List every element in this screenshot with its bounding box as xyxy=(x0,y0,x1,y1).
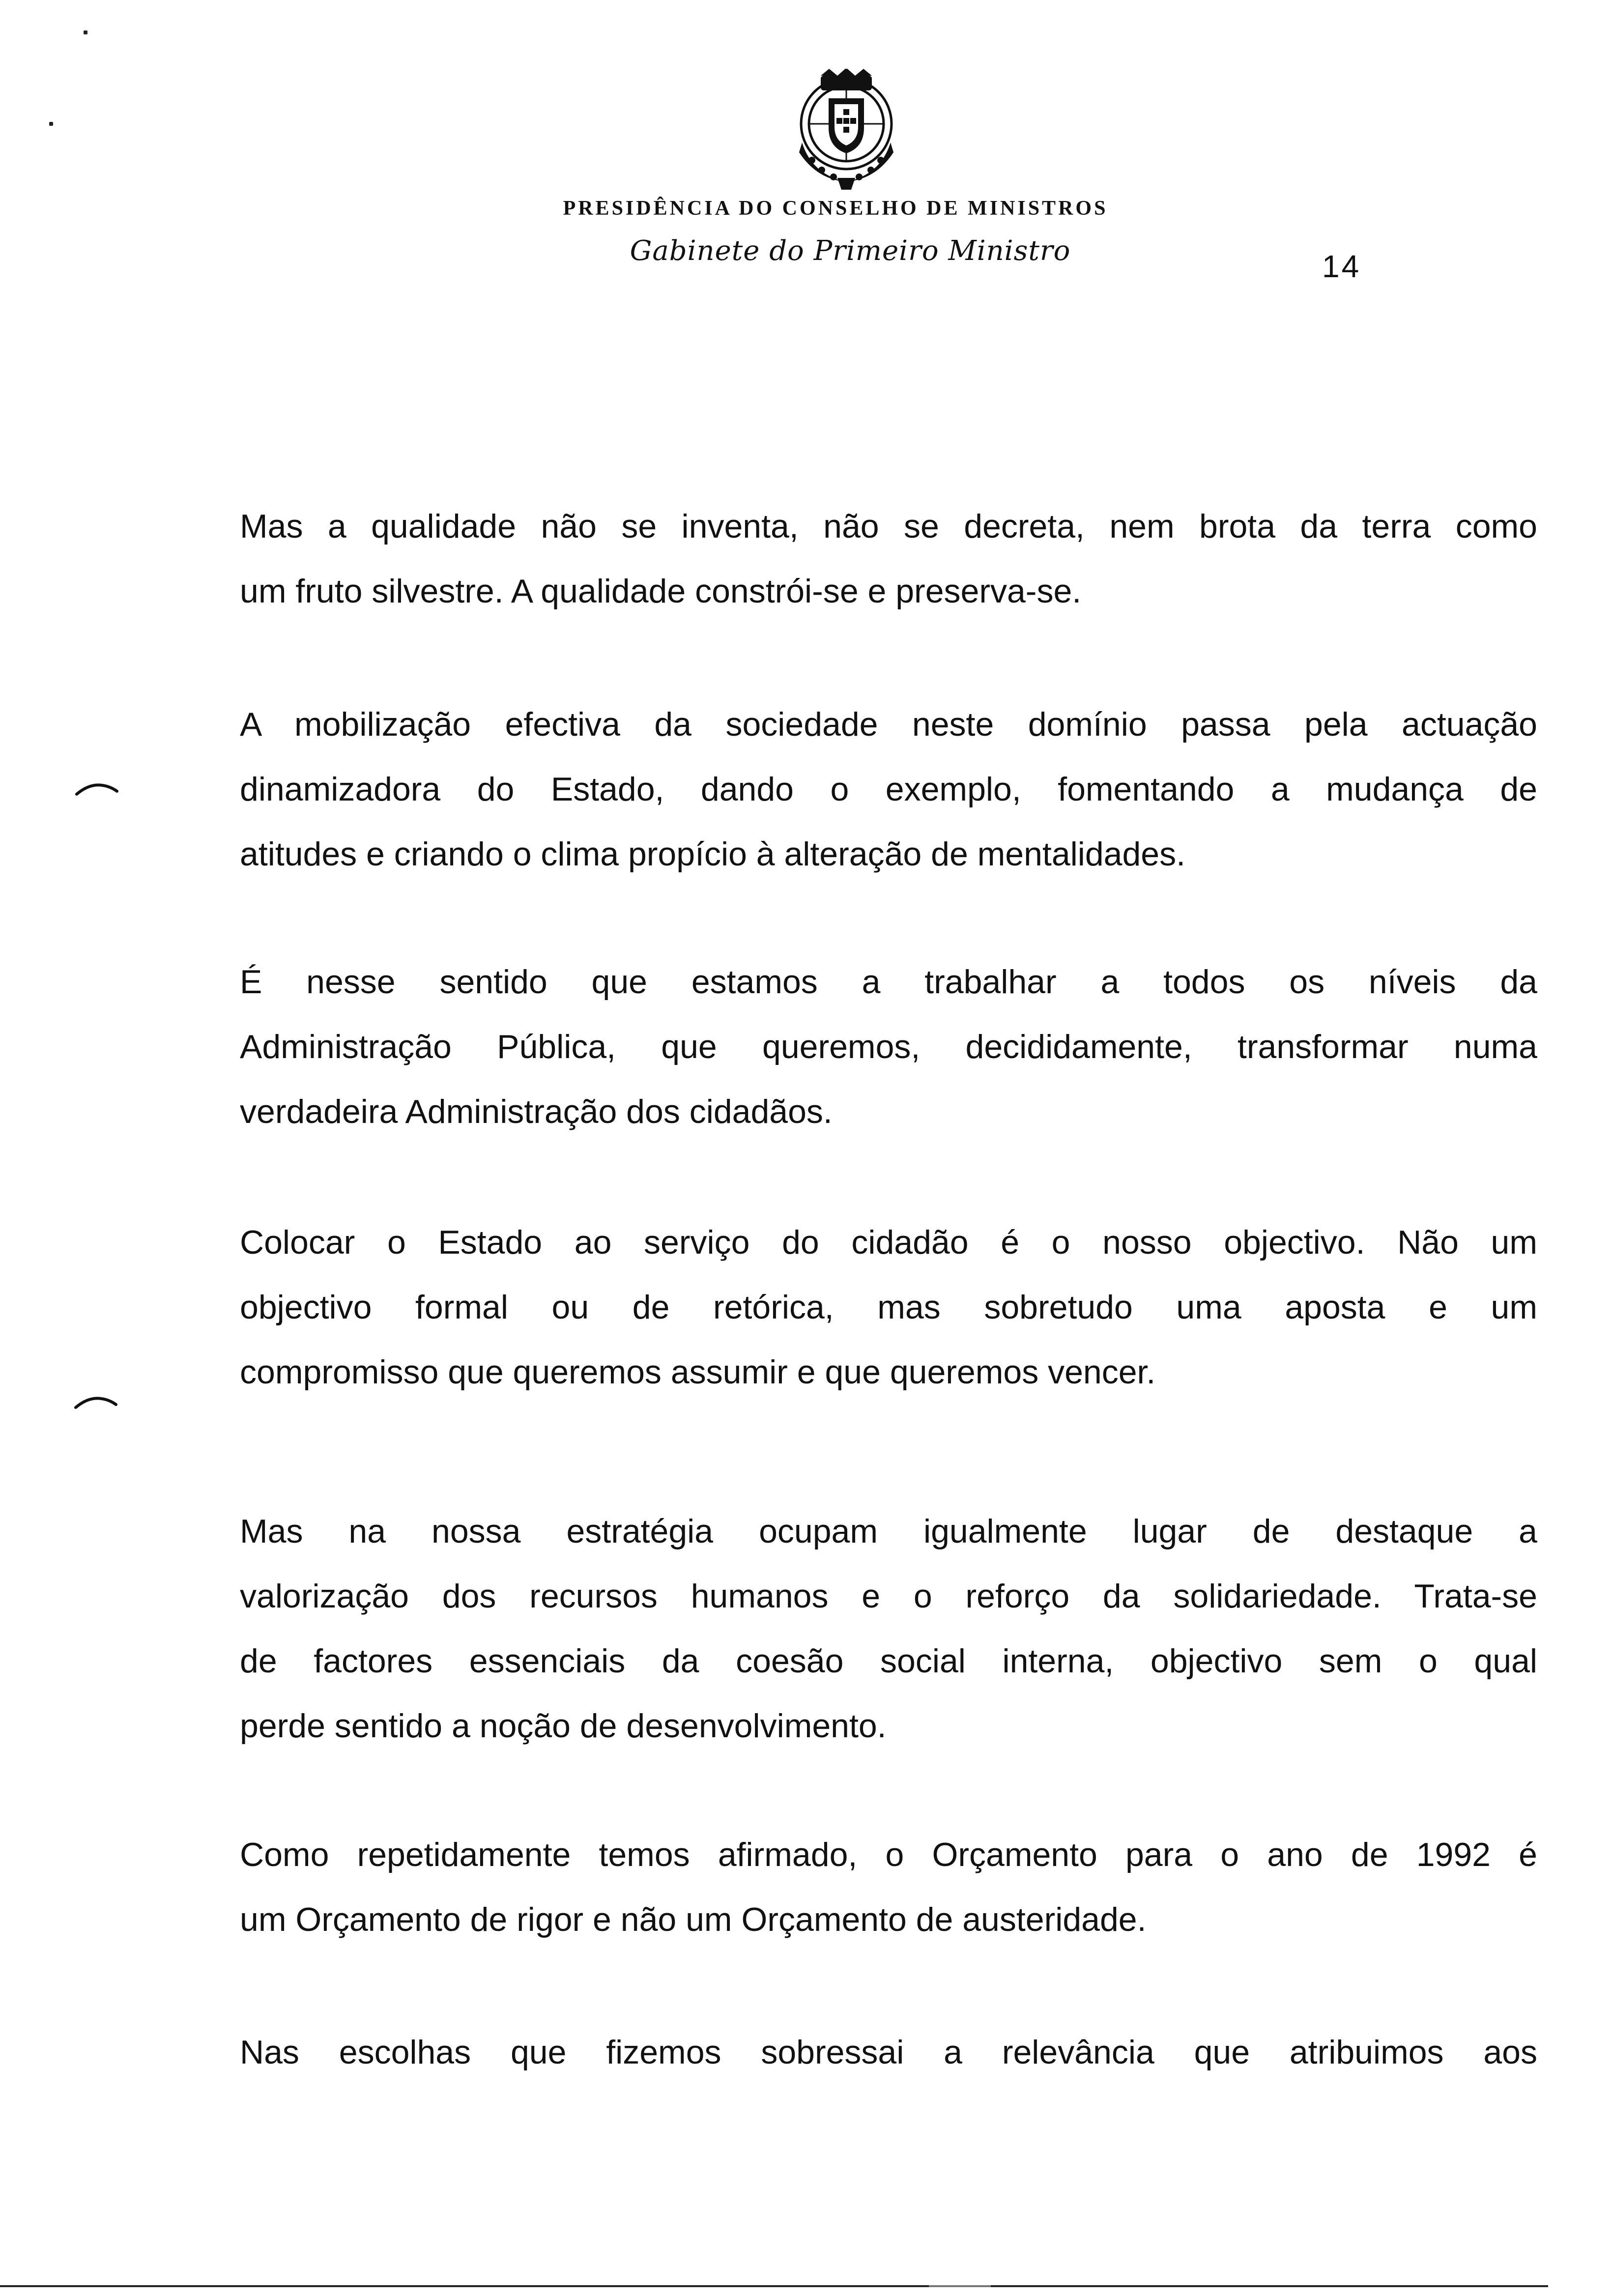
page-number: 14 xyxy=(1322,249,1361,284)
scan-speck xyxy=(49,122,53,126)
paragraph-4 xyxy=(240,1210,1537,1405)
paragraph-1 xyxy=(240,494,1537,624)
text-line: valorização dos recursos humanos e o reforço da solidariedade. Trata-se xyxy=(240,1578,1537,1615)
text-line: atitudes e criando o clima propício à alteração de mentalidades. xyxy=(240,835,1186,873)
text-line: um fruto silvestre. A qualidade constrói-se e preserva-se. xyxy=(240,573,1082,610)
text-line: verdadeira Administração dos cidadãos. xyxy=(240,1093,833,1130)
paragraph-6 xyxy=(240,1822,1537,1952)
margin-tick-mark xyxy=(74,1395,118,1409)
paragraph-2 xyxy=(240,692,1537,887)
text-line: Administração Pública, que queremos, decididamente, transformar numa xyxy=(240,1028,1537,1065)
paragraph-7 xyxy=(240,2020,1537,2085)
office-subtitle: Gabinete do Primeiro Ministro xyxy=(630,235,1071,267)
scan-speck xyxy=(84,30,87,34)
text-line: de factores essenciais da coesão social interna, objectivo sem o qual xyxy=(240,1642,1537,1680)
paragraph-5 xyxy=(240,1499,1537,1758)
text-line: perde sentido a noção de desenvolvimento. xyxy=(240,1707,887,1745)
text-line: Nas escolhas que fizemos sobressai a relevância que atribuimos aos xyxy=(240,2034,1537,2071)
text-line: A mobilização efectiva da sociedade neste domínio passa pela actuação xyxy=(240,706,1537,743)
margin-tick-mark xyxy=(75,781,119,796)
coat-of-arms-emblem xyxy=(782,69,910,192)
text-line: É nesse sentido que estamos a trabalhar a todos os níveis da xyxy=(240,963,1537,1001)
text-line: Mas na nossa estratégia ocupam igualmente lugar de destaque a xyxy=(240,1513,1537,1550)
institution-title: PRESIDÊNCIA DO CONSELHO DE MINISTROS xyxy=(563,197,1108,220)
footer-rule xyxy=(0,2285,1548,2287)
text-line: Colocar o Estado ao serviço do cidadão é o nosso objectivo. Não um xyxy=(240,1224,1537,1261)
text-line: objectivo formal ou de retórica, mas sobretudo uma aposta e um xyxy=(240,1289,1537,1326)
text-line: Mas a qualidade não se inventa, não se decreta, nem brota da terra como xyxy=(240,508,1537,545)
text-line: Como repetidamente temos afirmado, o Orçamento para o ano de 1992 é xyxy=(240,1836,1537,1873)
text-line: um Orçamento de rigor e não um Orçamento de austeridade. xyxy=(240,1901,1147,1938)
text-line: compromisso que queremos assumir e que queremos vencer. xyxy=(240,1353,1156,1391)
text-line: dinamizadora do Estado, dando o exemplo, fomentando a mudança de xyxy=(240,771,1537,808)
paragraph-3 xyxy=(240,949,1537,1144)
